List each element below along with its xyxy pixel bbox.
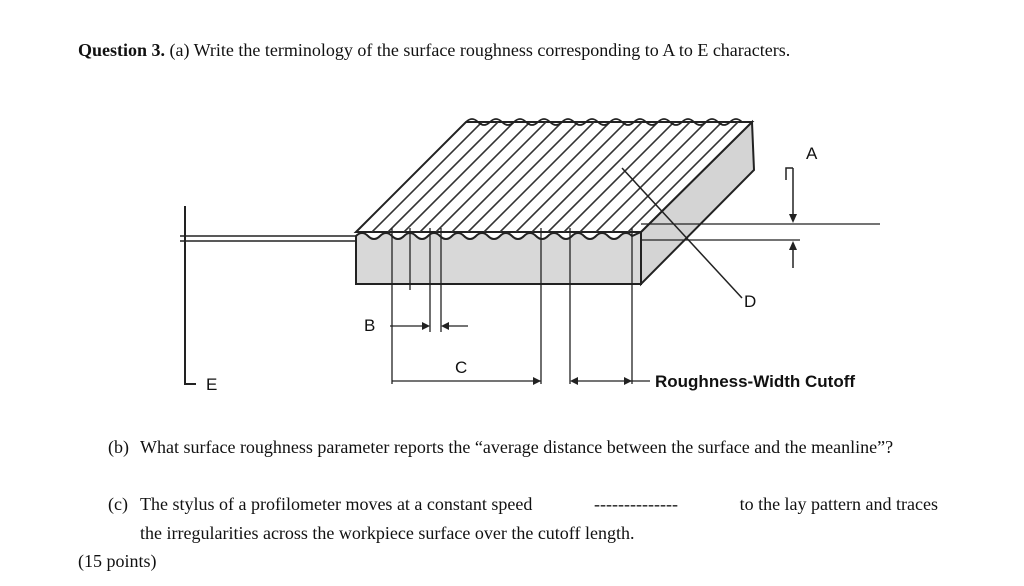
part-c-tag: (c) — [108, 494, 128, 514]
part-b-tag: (b) — [108, 437, 129, 457]
label-b: B — [364, 316, 376, 335]
part-a-text: (a) Write the terminology of the surface roughness corresponding to A to E characters. — [169, 40, 791, 60]
b-arrowhead-left — [422, 322, 430, 330]
b-arrowhead-right — [441, 322, 449, 330]
part-c-blank: -------------- — [594, 494, 678, 514]
e-bracket — [185, 206, 196, 384]
a-bracket — [786, 168, 793, 180]
question-number: Question 3. — [78, 40, 166, 60]
label-a: A — [806, 144, 818, 163]
a-arrowhead-up — [789, 241, 797, 250]
part-c-line1 — [140, 490, 938, 519]
part-c-line1-right: to the lay pattern and traces — [739, 494, 938, 514]
a-arrowhead-down — [789, 214, 797, 223]
label-d: D — [744, 292, 757, 311]
part-c — [108, 490, 938, 548]
part-b-text: What surface roughness parameter reports the “average distance between the surface and the meanline”? — [140, 437, 894, 457]
c-arrowhead-right — [533, 377, 541, 385]
cutoff-arrowhead-left — [570, 377, 578, 385]
label-c: C — [455, 358, 468, 377]
part-b — [108, 433, 938, 462]
cutoff-arrowhead-right — [624, 377, 632, 385]
label-e: E — [206, 375, 218, 394]
cutoff-label: Roughness-Width Cutoff — [655, 372, 856, 391]
points-label: (15 points) — [78, 551, 157, 571]
block-front-face — [356, 232, 641, 284]
part-c-line1-left: The stylus of a profilometer moves at a constant speed — [140, 494, 533, 514]
part-c-line2: the irregularities across the workpiece surface over the cutoff length. — [140, 523, 635, 543]
